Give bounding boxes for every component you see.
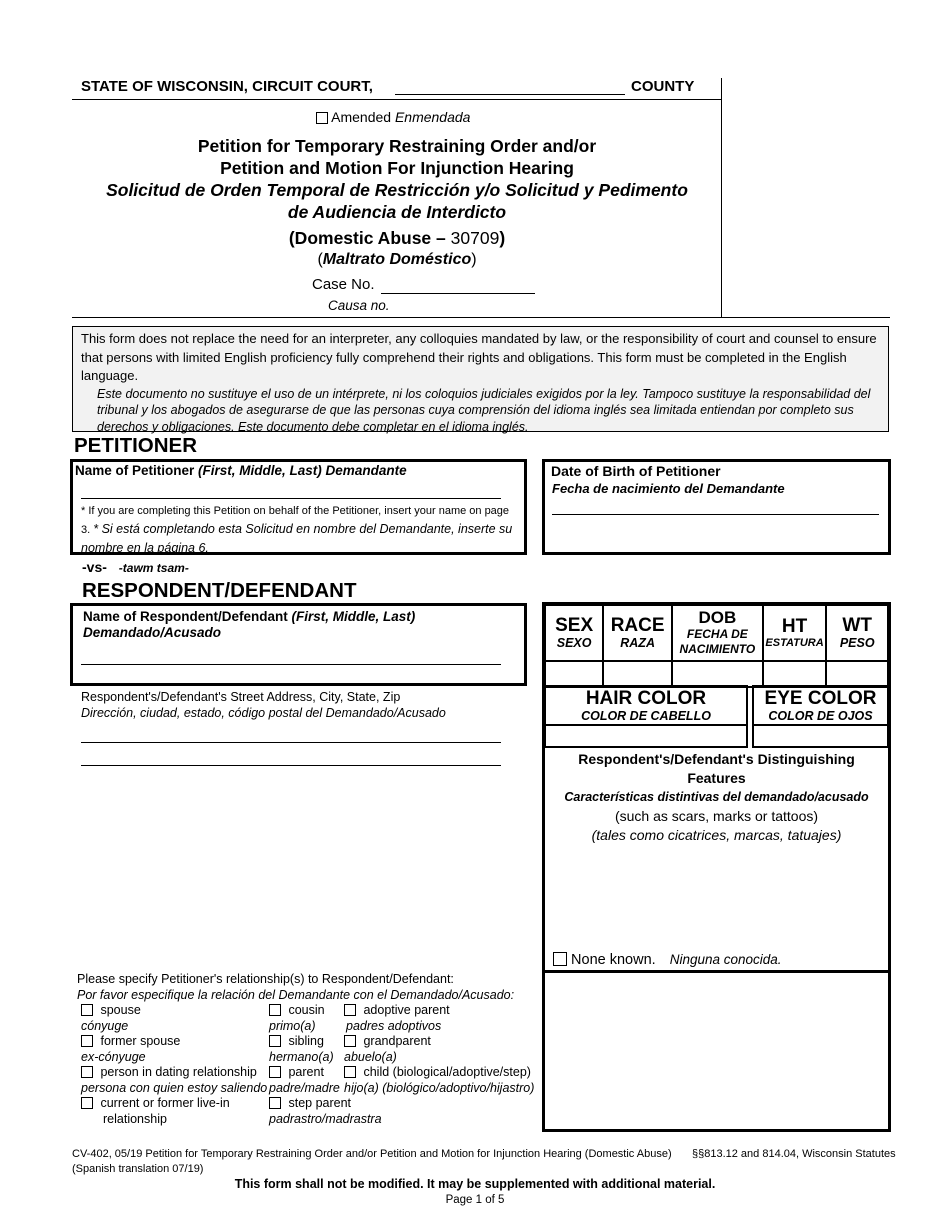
sibling-label: sibling: [288, 1034, 324, 1048]
none-known-checkbox[interactable]: [553, 952, 567, 966]
child-label: child (biological/adoptive/step): [363, 1065, 531, 1079]
vs-label: [82, 559, 189, 575]
respondent-address-line-1[interactable]: [81, 727, 501, 743]
adoptive-parent-label: adoptive parent: [363, 1003, 450, 1017]
hair-color-input[interactable]: [545, 725, 747, 747]
live-in-label: current or former live-in: [100, 1096, 230, 1110]
sex-label: SEX: [555, 615, 594, 636]
respondent-name-label: [83, 609, 415, 641]
sex-input[interactable]: [545, 661, 603, 687]
interpreter-notice: [72, 326, 889, 432]
title-en-1: Petition for Temporary Restraining Order and/or: [197, 136, 597, 156]
relationship-step-parent[interactable]: [269, 1096, 382, 1127]
race-label: RACE: [610, 615, 665, 636]
live-in-checkbox[interactable]: [81, 1097, 93, 1109]
court-heading: [81, 78, 373, 95]
footer-notice: This form shall not be modified. It may be supplemented with additional material.: [234, 1177, 716, 1191]
spouse-label: spouse: [100, 1003, 141, 1017]
vs-es: -tawm tsam-: [118, 561, 189, 575]
petitioner-dob-box: [542, 459, 891, 555]
hair-color-label: HAIR COLOR: [585, 687, 707, 709]
translation-note: (Spanish translation 07/19): [72, 1163, 204, 1175]
title-en-2: Petition and Motion For Injunction Hearing: [220, 158, 574, 178]
hair-color-header: [545, 686, 747, 725]
spouse-checkbox[interactable]: [81, 1004, 93, 1016]
respondent-address-label: [81, 689, 446, 721]
respondent-name-format: (First, Middle, Last): [291, 609, 416, 624]
respondent-name-label-en: Name of Respondent/Defendant: [83, 609, 288, 624]
case-type-es: Maltrato Doméstico: [322, 251, 472, 268]
none-known-option[interactable]: [553, 952, 782, 968]
petitioner-name-input[interactable]: [81, 482, 501, 499]
petitioner-note-es: * Si está completando esta Solicitud en nombre del Demandante, inserte su nombre en la página 6.: [81, 522, 513, 555]
amended-label: Amended: [331, 109, 392, 125]
ht-label-es: ESTATURA: [765, 637, 824, 649]
sex-header: [545, 605, 603, 661]
features-title-en: Respondent's/Defendant's Distinguishing Features: [578, 751, 855, 786]
grandparent-label-es: abuelo(a): [344, 1049, 397, 1064]
header-rule: [72, 99, 722, 100]
former-spouse-label: former spouse: [100, 1034, 181, 1048]
hair-color-label-es: COLOR DE CABELLO: [581, 708, 711, 723]
wt-input[interactable]: [826, 661, 888, 687]
case-type-close: ): [499, 228, 506, 248]
color-table: [544, 685, 889, 748]
dob-col-label-es: FECHA DE NACIMIENTO: [679, 627, 756, 656]
petitioner-name-format: (First, Middle, Last) Demandante: [198, 463, 407, 478]
ht-header: [763, 605, 827, 661]
relationship-child[interactable]: [344, 1065, 534, 1096]
none-known-label: None known.: [571, 952, 656, 968]
cousin-label-es: primo(a): [269, 1018, 316, 1033]
spouse-label-es: cónyuge: [81, 1018, 129, 1033]
step-parent-checkbox[interactable]: [269, 1097, 281, 1109]
step-parent-label-es: padrastro/madrastra: [269, 1111, 382, 1126]
sibling-checkbox[interactable]: [269, 1035, 281, 1047]
county-input[interactable]: [395, 78, 625, 95]
ht-input[interactable]: [763, 661, 827, 687]
sibling-label-es: hermano(a): [269, 1049, 334, 1064]
eye-color-header: [753, 686, 888, 725]
former-spouse-label-es: ex-cónyuge: [81, 1049, 146, 1064]
respondent-name-box: [70, 603, 527, 686]
respondent-address-line-2[interactable]: [81, 750, 501, 766]
relationship-prompt: [77, 972, 514, 1003]
child-label-es-detail: (biológico/adoptivo/hijastro): [382, 1080, 535, 1095]
adoptive-parent-label-es: padres adoptivos: [346, 1018, 442, 1033]
page-number: Page 1 of 5: [445, 1194, 505, 1206]
case-type: (Domestic Abuse – 30709) (Maltrato Doméstico): [288, 228, 506, 268]
none-known-label-es: Ninguna conocida.: [669, 952, 782, 967]
court-prefix: STATE OF WISCONSIN, CIRCUIT COURT,: [81, 78, 373, 95]
child-label-es: hijo(a): [344, 1080, 379, 1095]
county-label: COUNTY: [631, 78, 695, 95]
notice-en: This form does not replace the need for an interpreter, any colloquies mandated by law, or the responsibility of court and counsel to ensure that persons with limited English proficiency fully comprehend their rights and obligations. This form must be completed in the English language.: [81, 331, 877, 383]
case-type-en: (Domestic Abuse –: [288, 228, 446, 248]
wt-label-es: PESO: [839, 636, 875, 650]
live-in-label-2: relationship: [103, 1111, 167, 1126]
petitioner-name-label: [75, 463, 407, 478]
ht-label: HT: [781, 616, 808, 637]
relationship-prompt-es: Por favor especifique la relación del Demandante con el Demandado/Acusado:: [77, 987, 515, 1002]
grandparent-checkbox[interactable]: [344, 1035, 356, 1047]
petitioner-name-box: [70, 459, 527, 555]
relationship-sibling[interactable]: [269, 1034, 334, 1065]
features-title-es: Características distintivas del demandado/acusado: [564, 790, 869, 804]
notice-es: Este documento no sustituye el uso de un intérprete, ni los coloquios judiciales exigidos por la ley. Tampoco sustituye la responsabilidad del tribunal y los abogados de asegurarse de que las personas cuya comprensión del idioma inglés sea limitada entiendan por completo sus derechos y obligaciones. Este documento debe completar en el idioma inglés.: [97, 386, 871, 434]
amended-label-es: Enmendada: [394, 109, 471, 125]
amended-option[interactable]: [316, 109, 470, 125]
dob-input[interactable]: [672, 661, 763, 687]
dob-label-en: Date of Birth of Petitioner: [551, 463, 721, 479]
child-checkbox[interactable]: [344, 1066, 356, 1078]
distinguishing-features: [545, 750, 888, 845]
relationship-spouse[interactable]: [81, 1003, 141, 1034]
features-examples-en: (such as scars, marks or tattoos): [614, 808, 819, 824]
respondent-heading: RESPONDENT/DEFENDANT: [82, 579, 357, 602]
relationship-dating[interactable]: [81, 1065, 267, 1096]
petitioner-note: [81, 502, 521, 558]
respondent-name-input[interactable]: [81, 648, 501, 665]
relationship-live-in[interactable]: [81, 1096, 230, 1127]
cousin-label: cousin: [288, 1003, 325, 1017]
title-es-1: Solicitud de Orden Temporal de Restricción y/o Solicitud y Pedimento: [106, 180, 688, 200]
header-bottom-rule: [72, 317, 890, 318]
physical-table: [544, 604, 889, 688]
dating-checkbox[interactable]: [81, 1066, 93, 1078]
petitioner-note-en: * If you are completing this Petition on behalf of the Petitioner, insert your name on page 3.: [81, 505, 510, 536]
parent-label: parent: [288, 1065, 324, 1079]
eye-color-label: EYE COLOR: [764, 687, 877, 709]
address-label-en: Respondent's/Defendant's Street Address, City, State, Zip: [81, 690, 401, 704]
race-input[interactable]: [603, 661, 672, 687]
dating-label-es: persona con quien estoy saliendo: [81, 1080, 268, 1095]
features-examples-es: (tales como cicatrices, marcas, tatuajes): [591, 827, 842, 843]
dob-col-label: DOB: [698, 608, 737, 627]
address-label-es: Dirección, ciudad, estado, código postal del Demandado/Acusado: [81, 706, 446, 720]
dating-label: person in dating relationship: [100, 1065, 257, 1079]
dob-label-es: Fecha de nacimiento del Demandante: [552, 481, 785, 496]
relationship-cousin[interactable]: [269, 1003, 325, 1034]
race-label-es: RAZA: [620, 636, 655, 650]
dob-header: [672, 605, 763, 661]
form-title: [72, 135, 722, 223]
wt-label: WT: [842, 615, 872, 636]
footer-form-id: [72, 1147, 672, 1177]
form-id: CV-402, 05/19 Petition for Temporary Restraining Order and/or Petition and Motion for Injunction Hearing (Domestic Abuse): [72, 1148, 672, 1160]
vs-en: -vs-: [82, 559, 107, 575]
respondent-name-label-es: Demandado/Acusado: [83, 625, 222, 640]
relationship-grandparent[interactable]: [344, 1034, 431, 1065]
amended-checkbox[interactable]: [316, 112, 328, 124]
relationship-parent[interactable]: [269, 1065, 340, 1096]
physical-description-panel: [542, 602, 891, 1132]
relationship-adoptive-parent[interactable]: [344, 1003, 450, 1034]
sex-label-es: SEXO: [556, 636, 592, 650]
petitioner-dob-input[interactable]: [552, 498, 879, 515]
title-es-2: de Audiencia de Interdicto: [287, 202, 507, 222]
former-spouse-checkbox[interactable]: [81, 1035, 93, 1047]
step-parent-label: step parent: [288, 1096, 352, 1110]
case-no-label: Case No.: [312, 276, 375, 293]
eye-color-input[interactable]: [753, 725, 888, 747]
parent-label-es: padre/madre: [269, 1080, 340, 1095]
grandparent-label: grandparent: [363, 1034, 431, 1048]
case-type-code: 30709: [450, 228, 500, 248]
race-header: [603, 605, 672, 661]
adoptive-parent-checkbox[interactable]: [344, 1004, 356, 1016]
eye-color-label-es: COLOR DE OJOS: [768, 708, 873, 723]
parent-checkbox[interactable]: [269, 1066, 281, 1078]
relationship-prompt-en: Please specify Petitioner's relationship(s) to Respondent/Defendant:: [77, 972, 454, 986]
case-no-input[interactable]: [381, 277, 535, 294]
footer-statutes: §§813.12 and 814.04, Wisconsin Statutes: [692, 1148, 896, 1160]
features-bottom-rule: [545, 970, 888, 973]
petitioner-heading: PETITIONER: [74, 434, 198, 457]
relationship-former-spouse[interactable]: [81, 1034, 180, 1065]
petitioner-name-label-en: Name of Petitioner: [75, 463, 195, 478]
case-no-es: Causa no.: [328, 298, 390, 313]
wt-header: [826, 605, 888, 661]
cousin-checkbox[interactable]: [269, 1004, 281, 1016]
